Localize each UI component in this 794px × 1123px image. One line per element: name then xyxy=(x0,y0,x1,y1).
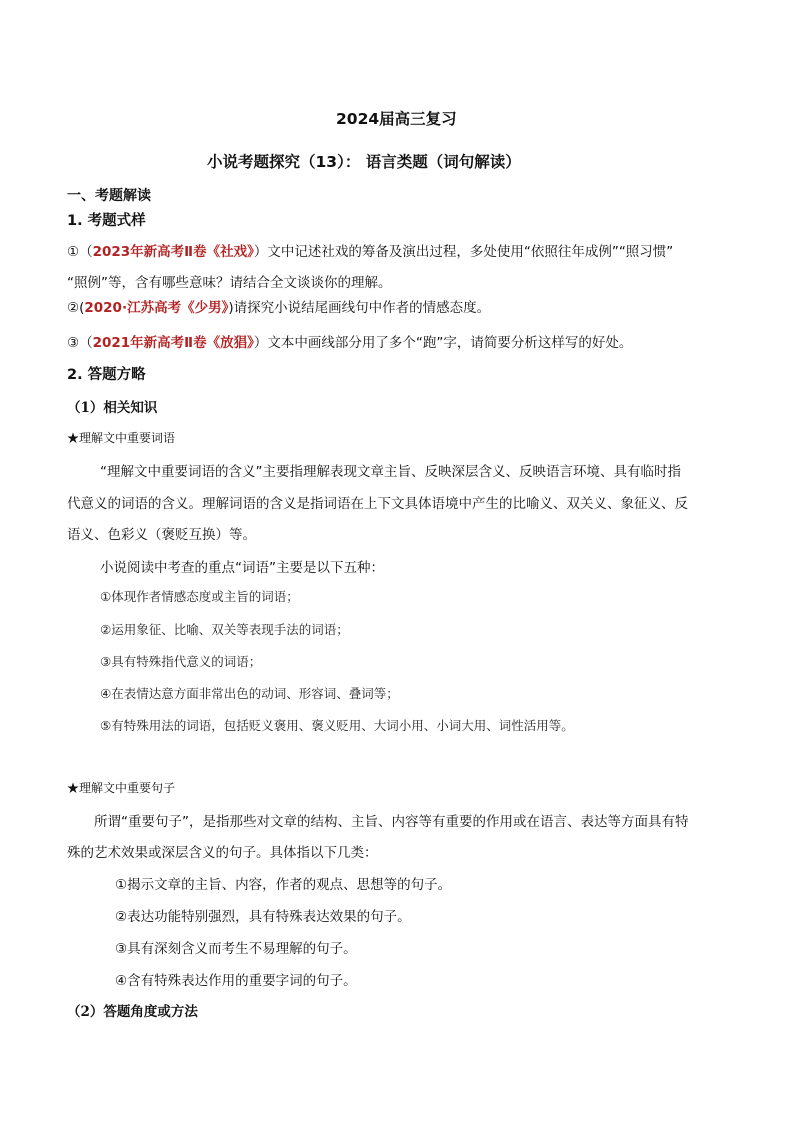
question-3-open: ③（ xyxy=(67,335,93,351)
sentences-para-line2: 殊的艺术效果或深层含义的句子。具体指以下几类： xyxy=(67,845,378,861)
part2-heading: 2. 答题方略 xyxy=(67,367,146,383)
question-2 xyxy=(67,296,490,316)
question-1-line2: “照例”等，含有哪些意味？请结合全文谈谈你的理解。 xyxy=(67,275,392,291)
sentences-item-1: ①揭示文章的主旨、内容，作者的观点、思想等的句子。 xyxy=(115,877,452,893)
words-para1-line3: 语义、色彩义（褒贬互换）等。 xyxy=(67,527,256,543)
words-item-1: ①体现作者情感态度或主旨的词语； xyxy=(100,589,299,604)
words-item-5: ⑤有特殊用法的词语，包括贬义褒用、褒义贬用、大词小用、小词大用、词性活用等。 xyxy=(100,718,574,733)
words-item-2: ②运用象征、比喻、双关等表现手法的词语； xyxy=(100,622,349,637)
question-2-text: )请探究小说结尾画线句中作者的情感态度。 xyxy=(228,300,491,316)
part1-heading: 1. 考题式样 xyxy=(67,213,146,229)
doc-title: 2024届高三复习 xyxy=(336,110,457,128)
question-1-text1: ）文中记述社戏的筹备及演出过程，多处使用“依照往年成例”“照习惯” xyxy=(253,244,674,260)
sentences-star-heading: ★理解文中重要句子 xyxy=(67,781,176,795)
doc-subtitle: 小说考题探究（13）： 语言类题（词句解读） xyxy=(207,153,521,171)
words-para2: 小说阅读中考查的重点“词语”主要是以下五种： xyxy=(100,560,384,576)
words-item-3: ③具有特殊指代意义的词语； xyxy=(100,654,262,669)
sentences-para-line1: 所谓“重要句子”，是指那些对文章的结构、主旨、内容等有重要的作用或在语言、表达等方面具有特 xyxy=(94,814,689,830)
sentences-item-2: ②表达功能特别强烈，具有特殊表达效果的句子。 xyxy=(115,909,411,925)
question-3-text: ）文本中画线部分用了多个“跑”字，请简要分析这样写的好处。 xyxy=(253,335,633,351)
question-1-line1 xyxy=(67,240,673,260)
section-heading-1: 一、考题解读 xyxy=(67,188,151,204)
question-1-source: 2023年新高考Ⅱ卷《社戏》 xyxy=(92,244,254,260)
question-3 xyxy=(67,331,632,351)
words-star-heading: ★理解文中重要词语 xyxy=(67,431,176,445)
question-2-open: ②( xyxy=(67,300,85,316)
question-3-source: 2021年新高考Ⅱ卷《放猖》 xyxy=(92,335,254,351)
words-para1-line1: “理解文中重要词语的含义”主要指理解表现文章主旨、反映深层含义、反映语言环境、具有临时指 xyxy=(100,464,681,480)
words-para1-line2: 代意义的词语的含义。理解词语的含义是指词语在上下文具体语境中产生的比喻义、双关义、象征义、反 xyxy=(67,496,688,512)
sentences-item-4: ④含有特殊表达作用的重要字词的句子。 xyxy=(115,973,357,989)
question-2-source: 2020·江苏高考《少男》 xyxy=(84,300,229,316)
sub1-heading: （1）相关知识 xyxy=(67,400,158,416)
sentences-item-3: ③具有深刻含义而考生不易理解的句子。 xyxy=(115,941,357,957)
question-1-open: ①（ xyxy=(67,244,93,260)
sub2-heading: （2）答题角度或方法 xyxy=(67,1004,198,1020)
words-item-4: ④在表情达意方面非常出色的动词、形容词、叠词等； xyxy=(100,686,399,701)
